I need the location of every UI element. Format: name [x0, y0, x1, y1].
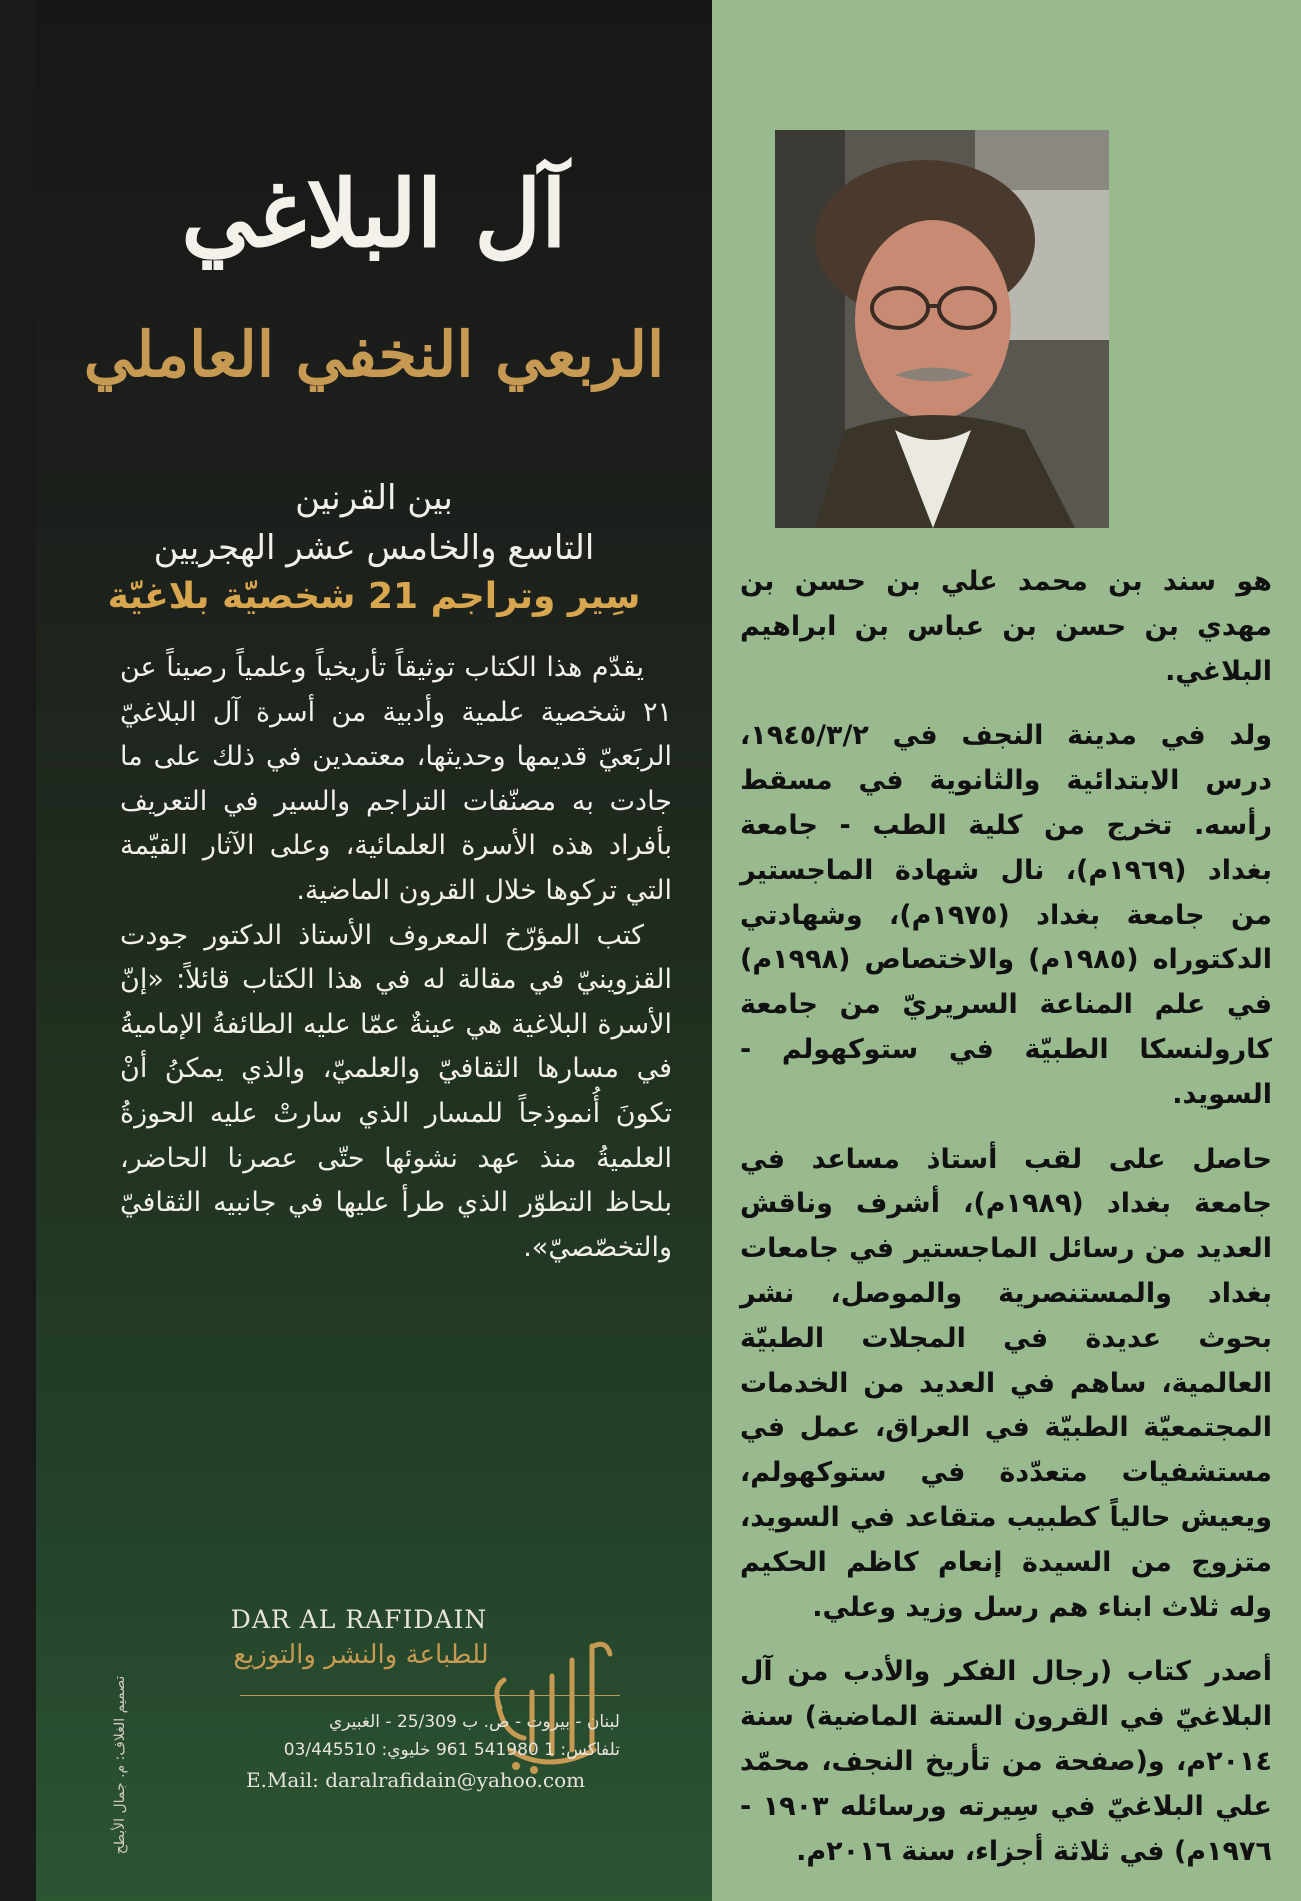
bio-paragraph-4: أصدر كتاب (رجال الفكر والأدب من آل البلاغيّ في القرون الستة الماضية) سنة ٢٠١٤م، و(صفحة من تأريخ النجف، محمّد علي البلاغيّ في سِيرته ورسائله ١٩٠٣ - ١٩٧٦م) في ثلاثة أجزاء، سنة ٢٠١٦م. — [740, 1656, 1272, 1867]
author-biography — [740, 560, 1272, 1894]
subtitle-line-1: بين القرنين — [295, 478, 453, 518]
bio-paragraph-3: حاصل على لقب أستاذ مساعد في جامعة بغداد (١٩٨٩م)، أشرف وناقش العديد من رسائل الماجستير في جامعات بغداد والمستنصرية والموصل، نشر بحوث عديدة في المجلات الطبيّة العالمية، ساهم في العديد من الخدمات المجتمعيّة الطبيّة في العراق، عمل في مستشفيات متعدّدة في ستوكهولم، ويعيش حالياً كطبيب متقاعد في السويد، متزوج من السيدة إنعام كاظم الحكيم وله ثلاث ابناء هم رسل وزيد وعلي. — [740, 1143, 1273, 1623]
publisher-address: لبنان - بيروت - ص. ب 25/309 - الغبيري — [328, 1712, 620, 1732]
book-title: آل البلاغي — [181, 160, 567, 268]
author-portrait-icon — [775, 130, 1109, 528]
publisher-divider — [240, 1695, 620, 1696]
publisher-name-english: DAR AL RAFIDAIN — [230, 1605, 488, 1634]
book-description — [120, 646, 672, 1270]
description-paragraph-1: يقدّم هذا الكتاب توثيقاً تأريخياً وعلمياً رصيناً عن ٢١ شخصية علمية وأدبية من أسرة آل البلاغيّ الربَعيّ قديمها وحديثها، معتمدين في ذلك على ما جادت به مصنّفات التراجم والسير في التعريف بأفراد هذه الأسرة العلمائية، وعلى الآثار القيّمة التي تركوها خلال القرون الماضية. — [120, 652, 672, 906]
subtitle-line-3: سِير وتراجم 21 شخصيّة بلاغيّة — [107, 576, 641, 617]
subtitle-line-2: التاسع والخامس عشر الهجريين — [153, 528, 595, 568]
description-paragraph-2: كتب المؤرّخ المعروف الأستاذ الدكتور جودت القزوينيّ في مقالة له في هذا الكتاب قائلاً: «إنّ الأسرة البلاغية هي عينةٌ عمّا عليه الطائفةُ الإماميةُ في مسارها الثقافيّ والعلميّ، والذي يمكنُ أنْ تكونَ أُنموذجاً للمسار الذي سارتْ عليه الحوزةُ العلميةُ منذ عهد نشوئها حتّى عصرنا الحاضر، بلحاظ التطوّر الذي طرأ عليها في جانبيه الثقافيّ والتخصّصيّ». — [120, 919, 672, 1263]
publisher-email: E.Mail: daralrafidain@yahoo.com — [246, 1768, 586, 1792]
spine-edge — [0, 0, 36, 1901]
cover-designer-credit: تصميم الغلاف: م. جمال الأبطح — [112, 1675, 128, 1855]
author-photo — [775, 130, 1109, 528]
publisher-phone: تلفاكس: 1 541980 961 خليوي: 03/445510 — [283, 1740, 620, 1760]
book-subtitle: الربعي النخفي العاملي — [83, 318, 665, 391]
bio-paragraph-1: هو سند بن محمد علي بن حسن بن مهدي بن حسن بن عباس بن ابراهيم البلاغي. — [740, 566, 1272, 687]
publisher-tagline-arabic: للطباعة والنشر والتوزيع — [233, 1640, 489, 1670]
bio-paragraph-2: ولد في مدينة النجف في ١٩٤٥/٣/٢، درس الابتدائية والثانوية في مسقط رأسه. تخرج من كلية الطب - جامعة بغداد (١٩٦٩م)، نال شهادة الماجستير من جامعة بغداد (١٩٧٥م)، وشهادتي الدكتوراه (١٩٨٥م) والاختصاص (١٩٩٨م) في علم المناعة السريريّ من جامعة كارولنسكا الطبيّة في ستوكهولم - السويد. — [740, 720, 1272, 1110]
